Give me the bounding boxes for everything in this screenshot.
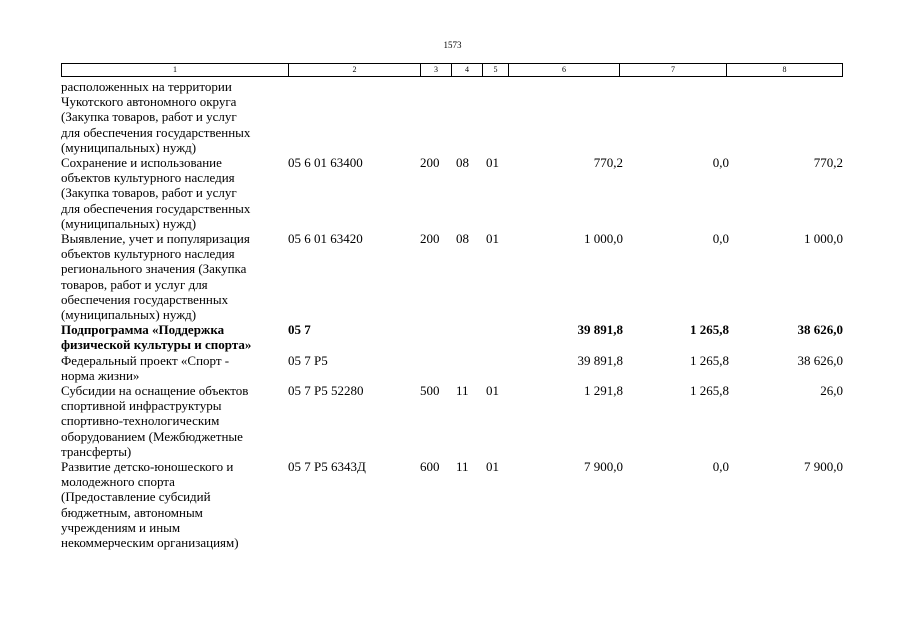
table-row — [0, 459, 905, 550]
row-description-line: (муниципальных) нужд) — [61, 139, 197, 155]
row-description-line: (Предоставление субсидий — [61, 489, 211, 505]
row-description-line: Сохранение и использование — [61, 155, 222, 170]
row-description-line: учреждениям и иным — [61, 519, 181, 535]
row-amount-regional: 7 900,0 — [804, 458, 843, 474]
row-description-line: Чукотского автономного округа — [61, 94, 237, 110]
row-amount-regional: 38 626,0 — [797, 322, 843, 338]
row-description-line: товаров, работ и услуг для — [61, 276, 208, 292]
table-row — [0, 322, 905, 352]
row-description — [61, 383, 291, 459]
row-section: 11 — [456, 458, 469, 474]
row-description-line: (муниципальных) нужд) — [61, 215, 197, 231]
row-expense-type: 200 — [420, 231, 440, 246]
row-section: 08 — [456, 231, 469, 246]
row-description-line: обеспечения государственных — [61, 291, 229, 307]
row-description-line: регионального значения (Закупка — [61, 261, 247, 277]
column-number-2: 2 — [289, 64, 421, 76]
row-description-line: (Закупка товаров, работ и услуг — [61, 185, 237, 201]
row-amount-total: 1 000,0 — [584, 231, 623, 246]
row-description — [61, 79, 291, 155]
row-amount-regional: 26,0 — [820, 382, 843, 398]
column-number-7: 7 — [620, 64, 727, 76]
row-amount-total: 39 891,8 — [577, 322, 623, 338]
row-description — [61, 155, 291, 231]
row-description-line: (муниципальных) нужд) — [61, 307, 197, 323]
row-section: 08 — [456, 155, 469, 170]
row-description — [61, 231, 291, 322]
row-description — [61, 459, 291, 550]
table-row — [0, 79, 905, 155]
row-description-line: объектов культурного наследия — [61, 246, 235, 262]
column-number-4: 4 — [452, 64, 483, 76]
row-code: 05 7 P5 52280 — [288, 382, 364, 398]
row-description-line: (Закупка товаров, работ и услуг — [61, 109, 237, 125]
row-amount-federal: 1 265,8 — [690, 352, 729, 368]
table-row — [0, 231, 905, 322]
row-amount-federal: 0,0 — [712, 458, 729, 474]
table-row — [0, 155, 905, 231]
row-description-line: физической культуры и спорта» — [61, 337, 252, 353]
row-expense-type: 600 — [420, 458, 440, 474]
row-description-line: молодежного спорта — [61, 474, 175, 490]
row-subsection: 01 — [486, 382, 499, 398]
row-description-line: спортивно-технологическим — [61, 413, 220, 429]
row-description-line: Подпрограмма «Поддержка — [61, 322, 225, 338]
row-description-line: для обеспечения государственных — [61, 124, 251, 140]
row-amount-federal: 0,0 — [712, 231, 729, 246]
row-amount-total: 7 900,0 — [584, 458, 623, 474]
row-description — [61, 322, 291, 352]
column-number-8: 8 — [782, 65, 787, 74]
budget-table-body — [0, 79, 905, 550]
table-row — [0, 353, 905, 383]
row-expense-type: 500 — [420, 382, 440, 398]
row-description-line: некоммерческим организациям) — [61, 534, 239, 550]
row-code: 05 7 — [288, 322, 311, 338]
table-row — [0, 383, 905, 459]
row-description-line: трансферты) — [61, 443, 132, 459]
row-amount-federal: 0,0 — [712, 155, 729, 170]
column-number-6: 6 — [509, 64, 620, 76]
row-code: 05 7 P5 6343Д — [288, 458, 366, 474]
row-amount-federal: 1 265,8 — [690, 322, 729, 338]
row-description-line: расположенных на территории — [61, 79, 232, 94]
row-amount-regional: 1 000,0 — [804, 231, 843, 246]
row-description-line: объектов культурного наследия — [61, 170, 235, 186]
row-description-line: для обеспечения государственных — [61, 200, 251, 216]
row-code: 05 6 01 63400 — [288, 155, 363, 170]
column-number-1: 1 — [62, 64, 289, 76]
row-description-line: Субсидии на оснащение объектов — [61, 382, 249, 398]
row-amount-federal: 1 265,8 — [690, 382, 729, 398]
row-code: 05 6 01 63420 — [288, 231, 363, 246]
row-description-line: Федеральный проект «Спорт - — [61, 352, 230, 368]
row-description-line: спортивной инфраструктуры — [61, 398, 222, 414]
column-number-header — [61, 63, 843, 77]
row-amount-regional: 770,2 — [813, 155, 843, 170]
row-description — [61, 353, 291, 383]
row-expense-type: 200 — [420, 155, 440, 170]
row-description-line: Выявление, учет и популяризация — [61, 231, 250, 246]
column-number-3: 3 — [421, 64, 452, 76]
page-number: 1573 — [443, 40, 462, 50]
column-number-5: 5 — [483, 64, 509, 76]
row-code: 05 7 P5 — [288, 352, 328, 368]
row-amount-total: 39 891,8 — [577, 352, 623, 368]
row-amount-regional: 38 626,0 — [797, 352, 843, 368]
row-description-line: норма жизни» — [61, 367, 140, 383]
row-subsection: 01 — [486, 155, 499, 170]
row-description-line: Развитие детско-юношеского и — [61, 458, 234, 474]
row-amount-total: 770,2 — [593, 155, 623, 170]
row-description-line: бюджетным, автономным — [61, 504, 203, 520]
row-description-line: оборудованием (Межбюджетные — [61, 428, 243, 444]
row-section: 11 — [456, 382, 469, 398]
row-subsection: 01 — [486, 458, 499, 474]
row-subsection: 01 — [486, 231, 499, 246]
row-amount-total: 1 291,8 — [584, 382, 623, 398]
